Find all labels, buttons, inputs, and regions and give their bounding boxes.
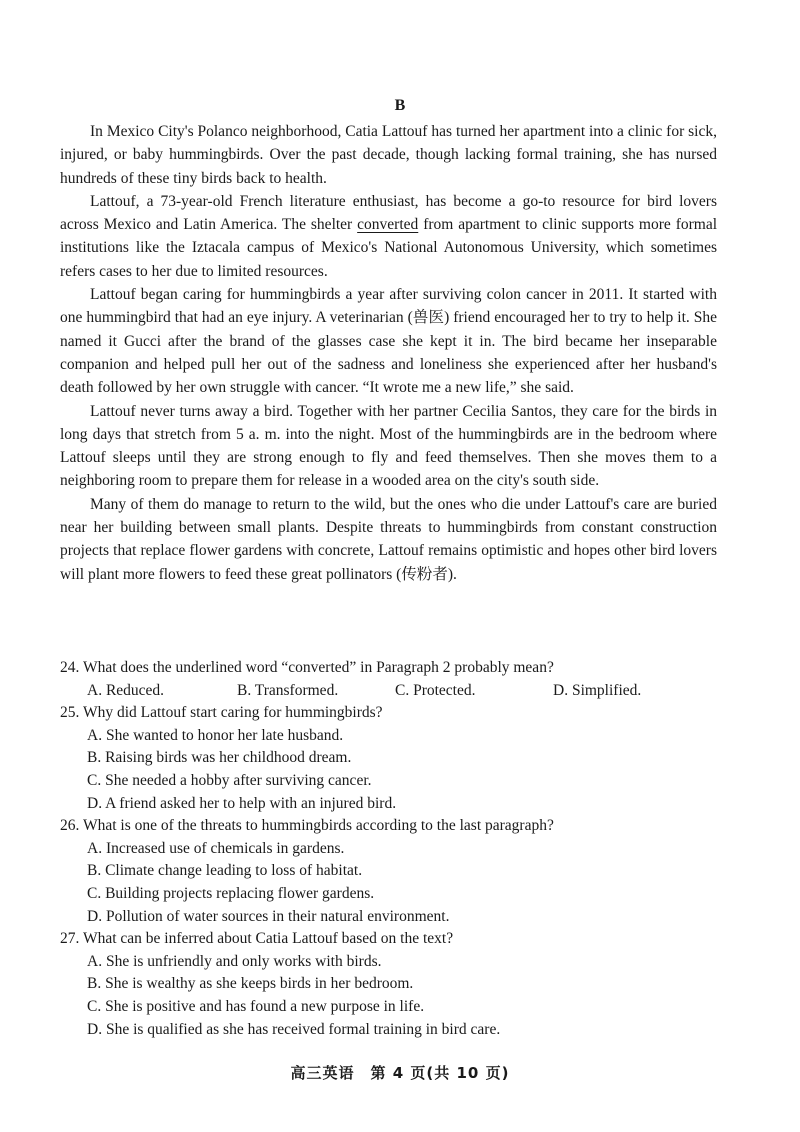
option-d: D. Simplified. bbox=[553, 681, 642, 699]
option-a: A. She wanted to honor her late husband. bbox=[87, 726, 344, 744]
question-25 bbox=[60, 702, 740, 815]
option-b: B. Climate change leading to loss of habitat. bbox=[87, 862, 363, 880]
option-c: C. Building projects replacing flower gardens. bbox=[87, 884, 375, 902]
underlined-word: converted bbox=[357, 216, 419, 234]
option-a: A. She is unfriendly and only works with birds. bbox=[87, 952, 382, 970]
option-d: D. A friend asked her to help with an injured bird. bbox=[87, 794, 397, 812]
option-list bbox=[60, 725, 740, 815]
question-stem: 26. What is one of the threats to hummingbirds according to the last paragraph? bbox=[60, 817, 554, 835]
option-list bbox=[60, 951, 740, 1041]
paragraph-2 bbox=[60, 190, 717, 283]
option-a: A. Increased use of chemicals in gardens. bbox=[87, 839, 345, 857]
paragraph-5: Many of them do manage to return to the wild, but the ones who die under Lattouf's care are buried near her building between small plants. Despite threats to hummingbirds from constant construction projects that replace flower gardens with concrete, Lattouf remains optimistic and hopes other bird lovers will plant more flowers to feed these great pollinators (传粉者). bbox=[60, 495, 717, 583]
option-b: B. Raising birds was her childhood dream. bbox=[87, 749, 352, 767]
question-stem: 25. Why did Lattouf start caring for hummingbirds? bbox=[60, 704, 383, 722]
reading-passage bbox=[60, 120, 717, 586]
question-26 bbox=[60, 815, 740, 928]
question-list bbox=[60, 657, 740, 1041]
paragraph-3: Lattouf began caring for hummingbirds a year after surviving colon cancer in 2011. It started with one hummingbird that had an eye injury. A veterinarian (兽医) friend encouraged her to try to help it. She named it Gucci after the brand of the glasses case she kept it in. The bird became her inseparable companion and helped pull her out of the sadness and loneliness she experienced after her husband's death followed by her own struggle with cancer. “It wrote me a new life,” she said. bbox=[60, 286, 717, 397]
option-c: C. She needed a hobby after surviving cancer. bbox=[87, 771, 372, 789]
question-27 bbox=[60, 928, 740, 1041]
question-stem: 24. What does the underlined word “converted” in Paragraph 2 probably mean? bbox=[60, 659, 554, 676]
paragraph-2-text-b: from apartment to clinic supports more formal institutions like the Iztacala campus of Mexico's National Autonomous University, which sometimes refers cases to her due to limited resources. bbox=[60, 216, 718, 280]
option-d: D. Pollution of water sources in their natural environment. bbox=[87, 907, 450, 925]
page-footer: 高三英语 第 4 页(共 10 页) bbox=[290, 1064, 510, 1082]
option-c: C. Protected. bbox=[395, 681, 476, 699]
section-title: B bbox=[394, 97, 406, 114]
option-c: C. She is positive and has found a new purpose in life. bbox=[87, 997, 425, 1015]
paragraph-4: Lattouf never turns away a bird. Together with her partner Cecilia Santos, they care for the birds in long days that stretch from 5 a. m. into the night. Most of the hummingbirds are in the bedroom where Lattouf sleeps until they are strong enough to fly and feed themselves. Then she moves them to a neighboring room to prepare them for release in a wooded area on the city's south side. bbox=[60, 402, 717, 490]
question-24 bbox=[60, 657, 740, 702]
option-b: B. She is wealthy as she keeps birds in her bedroom. bbox=[87, 975, 414, 993]
option-d: D. She is qualified as she has received formal training in bird care. bbox=[87, 1020, 501, 1038]
option-list bbox=[60, 680, 740, 703]
option-a: A. Reduced. bbox=[87, 681, 165, 699]
question-stem: 27. What can be inferred about Catia Lattouf based on the text? bbox=[60, 930, 454, 948]
paragraph-2-text-a: Lattouf, a 73-year-old French literature enthusiast, has become a go-to resource for bird lovers across Mexico and Latin America. The shelter bbox=[60, 192, 717, 234]
option-b: B. Transformed. bbox=[237, 681, 339, 699]
paragraph-1: In Mexico City's Polanco neighborhood, Catia Lattouf has turned her apartment into a clinic for sick, injured, or baby hummingbirds. Over the past decade, though lacking formal training, she has nursed hundreds of these tiny birds back to health. bbox=[60, 123, 717, 187]
option-list bbox=[60, 838, 740, 928]
